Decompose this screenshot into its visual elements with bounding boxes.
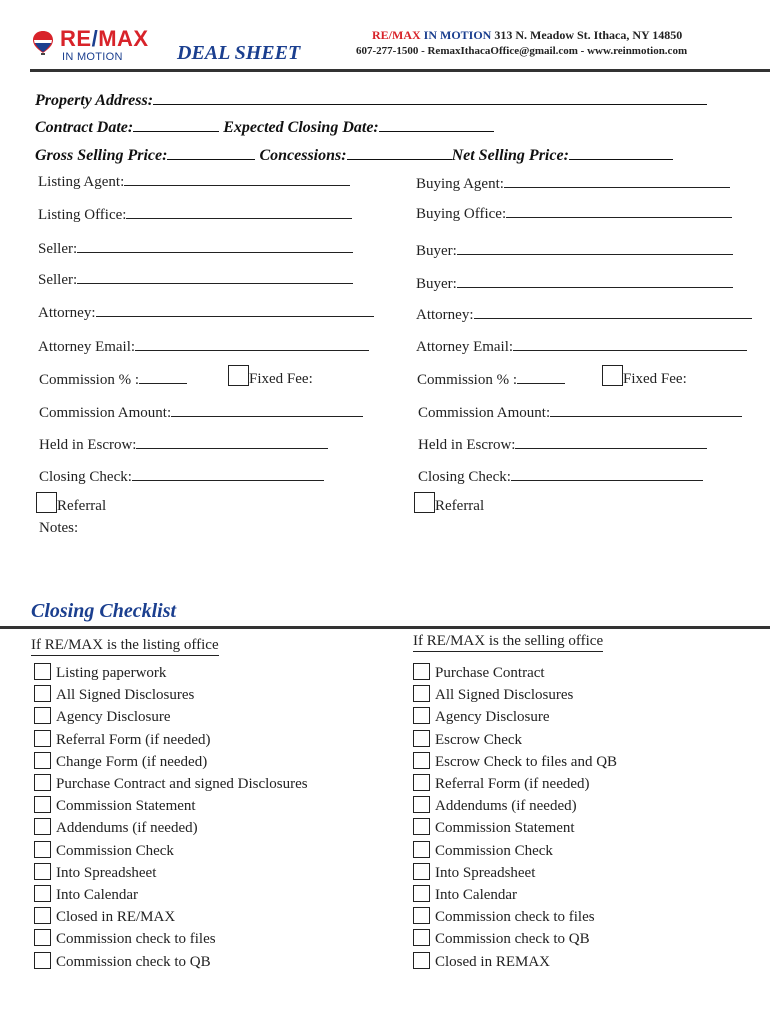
selling-checklist-label: Commission Check bbox=[435, 842, 553, 859]
listing-checklist-item[interactable] bbox=[34, 796, 196, 816]
listing-office-row: Listing Office: bbox=[38, 205, 352, 224]
listing-checkbox[interactable] bbox=[34, 841, 51, 858]
buying-office-field[interactable] bbox=[506, 204, 732, 218]
listing-checkbox[interactable] bbox=[34, 796, 51, 813]
listing-checklist-item[interactable] bbox=[34, 818, 198, 838]
listing-office-checklist-heading: If RE/MAX is the listing office bbox=[31, 637, 219, 656]
listing-escrow-row: Held in Escrow: bbox=[39, 435, 328, 454]
seller-field-1[interactable] bbox=[77, 239, 353, 253]
contract-date-field[interactable] bbox=[133, 117, 219, 132]
buying-escrow-row: Held in Escrow: bbox=[418, 435, 707, 454]
selling-checkbox[interactable] bbox=[413, 796, 430, 813]
selling-checklist-item[interactable] bbox=[413, 863, 535, 883]
selling-checklist-label: Addendums (if needed) bbox=[435, 798, 577, 815]
selling-checkbox[interactable] bbox=[413, 774, 430, 791]
listing-checklist-label: Commission Check bbox=[56, 842, 174, 859]
selling-checklist-label: Commission Statement bbox=[435, 820, 575, 837]
listing-referral-checkbox[interactable] bbox=[36, 492, 57, 513]
listing-commission-pct-row: Commission % : bbox=[39, 370, 187, 389]
selling-checkbox[interactable] bbox=[413, 885, 430, 902]
listing-checklist-item[interactable] bbox=[34, 685, 194, 705]
listing-referral-row: Referral bbox=[36, 492, 106, 515]
buying-escrow-field[interactable] bbox=[515, 435, 707, 449]
selling-checklist-label: Into Calendar bbox=[435, 887, 518, 903]
page-title: DEAL SHEET bbox=[177, 42, 301, 64]
seller-field-2[interactable] bbox=[77, 270, 353, 284]
listing-checklist-item[interactable] bbox=[34, 707, 171, 727]
selling-checklist-label: Agency Disclosure bbox=[435, 709, 550, 726]
buying-referral-checkbox[interactable] bbox=[414, 492, 435, 513]
listing-closing-check-row: Closing Check: bbox=[39, 467, 324, 486]
buying-fixed-fee-row: Fixed Fee: bbox=[602, 365, 687, 388]
listing-checkbox[interactable] bbox=[34, 685, 51, 702]
buyer-field-2[interactable] bbox=[457, 274, 733, 288]
listing-checklist-label: All Signed Disclosures bbox=[56, 687, 195, 704]
listing-checkbox[interactable] bbox=[34, 907, 51, 924]
property-address-row: Property Address: bbox=[35, 90, 707, 110]
office-header-line: RE/MAX IN MOTION 313 N. Meadow St. Ithaca, NY 14850 bbox=[372, 28, 683, 42]
listing-checklist-item[interactable] bbox=[34, 841, 174, 861]
listing-checklist-label: Commission Statement bbox=[56, 798, 196, 815]
selling-checkbox[interactable] bbox=[413, 707, 430, 724]
buying-commission-amount-row: Commission Amount: bbox=[418, 403, 742, 422]
selling-checkbox[interactable] bbox=[413, 907, 430, 924]
listing-checkbox[interactable] bbox=[34, 774, 51, 791]
dates-row: Contract Date: Expected Closing Date: bbox=[35, 117, 494, 137]
checklist-divider bbox=[0, 626, 770, 629]
buying-agent-row: Buying Agent: bbox=[416, 174, 730, 193]
buying-closing-check-field[interactable] bbox=[511, 467, 703, 481]
listing-checkbox[interactable] bbox=[34, 818, 51, 835]
selling-checklist-label: Escrow Check to files and QB bbox=[435, 753, 618, 770]
selling-checkbox[interactable] bbox=[413, 730, 430, 747]
listing-checkbox[interactable] bbox=[34, 929, 51, 946]
selling-checkbox[interactable] bbox=[413, 818, 430, 835]
selling-checklist-item[interactable] bbox=[413, 663, 545, 683]
notes-label: Notes: bbox=[39, 520, 79, 536]
selling-checkbox[interactable] bbox=[413, 752, 430, 769]
buying-commission-amount-field[interactable] bbox=[550, 403, 742, 417]
buying-closing-check-row: Closing Check: bbox=[418, 467, 703, 486]
selling-checklist-item[interactable] bbox=[413, 707, 550, 727]
listing-fixed-fee-row: Fixed Fee: bbox=[228, 365, 313, 388]
selling-checkbox[interactable] bbox=[413, 863, 430, 880]
selling-checklist-label: Into Spreadsheet bbox=[435, 864, 536, 881]
selling-checklist-item[interactable] bbox=[413, 929, 590, 949]
net-selling-price-field[interactable] bbox=[569, 145, 673, 160]
expected-closing-date-field[interactable] bbox=[379, 117, 494, 132]
listing-checkbox[interactable] bbox=[34, 752, 51, 769]
seller-row-2: Seller: bbox=[38, 270, 353, 289]
buying-attorney-email-row: Attorney Email: bbox=[416, 337, 747, 356]
listing-checklist-label: Referral Form (if needed) bbox=[56, 731, 211, 748]
listing-office-field[interactable] bbox=[126, 205, 352, 219]
listing-checkbox[interactable] bbox=[34, 663, 51, 680]
selling-checkbox[interactable] bbox=[413, 663, 430, 680]
selling-checklist-item[interactable] bbox=[413, 818, 575, 838]
buying-commission-pct-field[interactable] bbox=[517, 370, 565, 384]
listing-checkbox[interactable] bbox=[34, 707, 51, 724]
listing-checklist-item[interactable] bbox=[34, 929, 216, 949]
selling-checkbox[interactable] bbox=[413, 841, 430, 858]
price-row: Gross Selling Price: Concessions: Net Selling Price: bbox=[35, 145, 673, 165]
selling-checklist-label: Purchase Contract bbox=[435, 665, 545, 681]
gross-selling-price-field[interactable] bbox=[167, 145, 255, 160]
office-contact-line: 607-277-1500 - RemaxIthacaOffice@gmail.com - www.reinmotion.com bbox=[356, 45, 688, 57]
seller-row-1: Seller: bbox=[38, 239, 353, 258]
buying-attorney-email-field[interactable] bbox=[513, 337, 747, 351]
listing-attorney-row: Attorney: bbox=[38, 303, 374, 322]
listing-checklist-label: Closed in RE/MAX bbox=[56, 909, 176, 926]
buying-attorney-field[interactable] bbox=[474, 305, 752, 319]
listing-checklist-item[interactable] bbox=[34, 907, 175, 927]
buying-referral-row: Referral bbox=[414, 492, 484, 515]
listing-checklist-item[interactable] bbox=[34, 885, 138, 905]
listing-fixed-fee-checkbox[interactable] bbox=[228, 365, 249, 386]
selling-checklist-label: Escrow Check bbox=[435, 731, 523, 748]
listing-checklist-label: Into Spreadsheet bbox=[56, 864, 157, 881]
listing-checklist-item[interactable] bbox=[34, 730, 211, 750]
selling-checklist-item[interactable] bbox=[413, 752, 617, 772]
buying-agent-field[interactable] bbox=[504, 174, 730, 188]
selling-checkbox[interactable] bbox=[413, 952, 430, 969]
selling-checklist-item[interactable] bbox=[413, 841, 553, 861]
listing-checklist-item[interactable] bbox=[34, 863, 156, 883]
selling-checklist-label: Referral Form (if needed) bbox=[435, 776, 590, 792]
listing-checklist-label: Agency Disclosure bbox=[56, 709, 171, 726]
listing-checklist-label: Addendums (if needed) bbox=[56, 820, 198, 837]
listing-checkbox[interactable] bbox=[34, 952, 51, 969]
selling-checklist-label: Commission check to QB bbox=[435, 931, 590, 948]
listing-commission-amount-row: Commission Amount: bbox=[39, 403, 363, 422]
header-divider bbox=[30, 69, 770, 72]
selling-checklist-item[interactable] bbox=[413, 952, 550, 972]
listing-attorney-email-row: Attorney Email: bbox=[38, 337, 369, 356]
listing-checkbox[interactable] bbox=[34, 885, 51, 902]
listing-agent-row: Listing Agent: bbox=[38, 172, 350, 191]
listing-checkbox[interactable] bbox=[34, 863, 51, 880]
listing-checklist-label: Commission check to QB bbox=[56, 953, 211, 970]
listing-commission-pct-field[interactable] bbox=[139, 370, 187, 384]
listing-checkbox[interactable] bbox=[34, 730, 51, 747]
listing-commission-amount-field[interactable] bbox=[171, 403, 363, 417]
selling-checkbox[interactable] bbox=[413, 685, 430, 702]
buying-fixed-fee-checkbox[interactable] bbox=[602, 365, 623, 386]
remax-balloon-logo-icon bbox=[32, 30, 54, 56]
selling-checklist-item[interactable] bbox=[413, 774, 590, 794]
logo-subtitle: IN MOTION bbox=[62, 51, 123, 63]
listing-closing-check-field[interactable] bbox=[132, 467, 324, 481]
remax-logo: RE/MAX bbox=[60, 26, 149, 51]
selling-checklist-item[interactable] bbox=[413, 796, 577, 816]
listing-checklist-item[interactable] bbox=[34, 663, 166, 683]
selling-checklist-item[interactable] bbox=[413, 685, 573, 705]
listing-checklist-item[interactable] bbox=[34, 752, 207, 772]
buyer-row-2: Buyer: bbox=[416, 274, 733, 293]
property-address-field[interactable] bbox=[153, 90, 707, 105]
listing-checklist-label: Into Calendar bbox=[56, 887, 139, 903]
buyer-row-1: Buyer: bbox=[416, 241, 733, 260]
listing-escrow-field[interactable] bbox=[136, 435, 328, 449]
selling-checklist-item[interactable] bbox=[413, 730, 522, 750]
listing-checklist-label: Listing paperwork bbox=[56, 665, 167, 681]
closing-checklist-title: Closing Checklist bbox=[31, 600, 177, 622]
listing-checklist-item[interactable] bbox=[34, 952, 211, 972]
listing-checklist-label: Purchase Contract and signed Disclosures bbox=[56, 776, 308, 792]
selling-checkbox[interactable] bbox=[413, 929, 430, 946]
listing-attorney-field[interactable] bbox=[96, 303, 374, 317]
buying-office-row: Buying Office: bbox=[416, 204, 732, 223]
listing-checklist-item[interactable] bbox=[34, 774, 308, 794]
buying-commission-pct-row: Commission % : bbox=[417, 370, 565, 389]
selling-checklist-item[interactable] bbox=[413, 907, 595, 927]
selling-office-checklist-heading: If RE/MAX is the selling office bbox=[413, 633, 603, 652]
buying-attorney-row: Attorney: bbox=[416, 305, 752, 324]
listing-checklist-label: Change Form (if needed) bbox=[56, 753, 208, 770]
concessions-field[interactable] bbox=[347, 145, 452, 160]
selling-checklist-label: All Signed Disclosures bbox=[435, 687, 574, 704]
selling-checklist-item[interactable] bbox=[413, 885, 517, 905]
buyer-field-1[interactable] bbox=[457, 241, 733, 255]
listing-attorney-email-field[interactable] bbox=[135, 337, 369, 351]
listing-checklist-label: Commission check to files bbox=[56, 931, 216, 948]
selling-checklist-label: Commission check to files bbox=[435, 909, 595, 926]
listing-agent-field[interactable] bbox=[124, 172, 350, 186]
selling-checklist-label: Closed in REMAX bbox=[435, 953, 551, 970]
